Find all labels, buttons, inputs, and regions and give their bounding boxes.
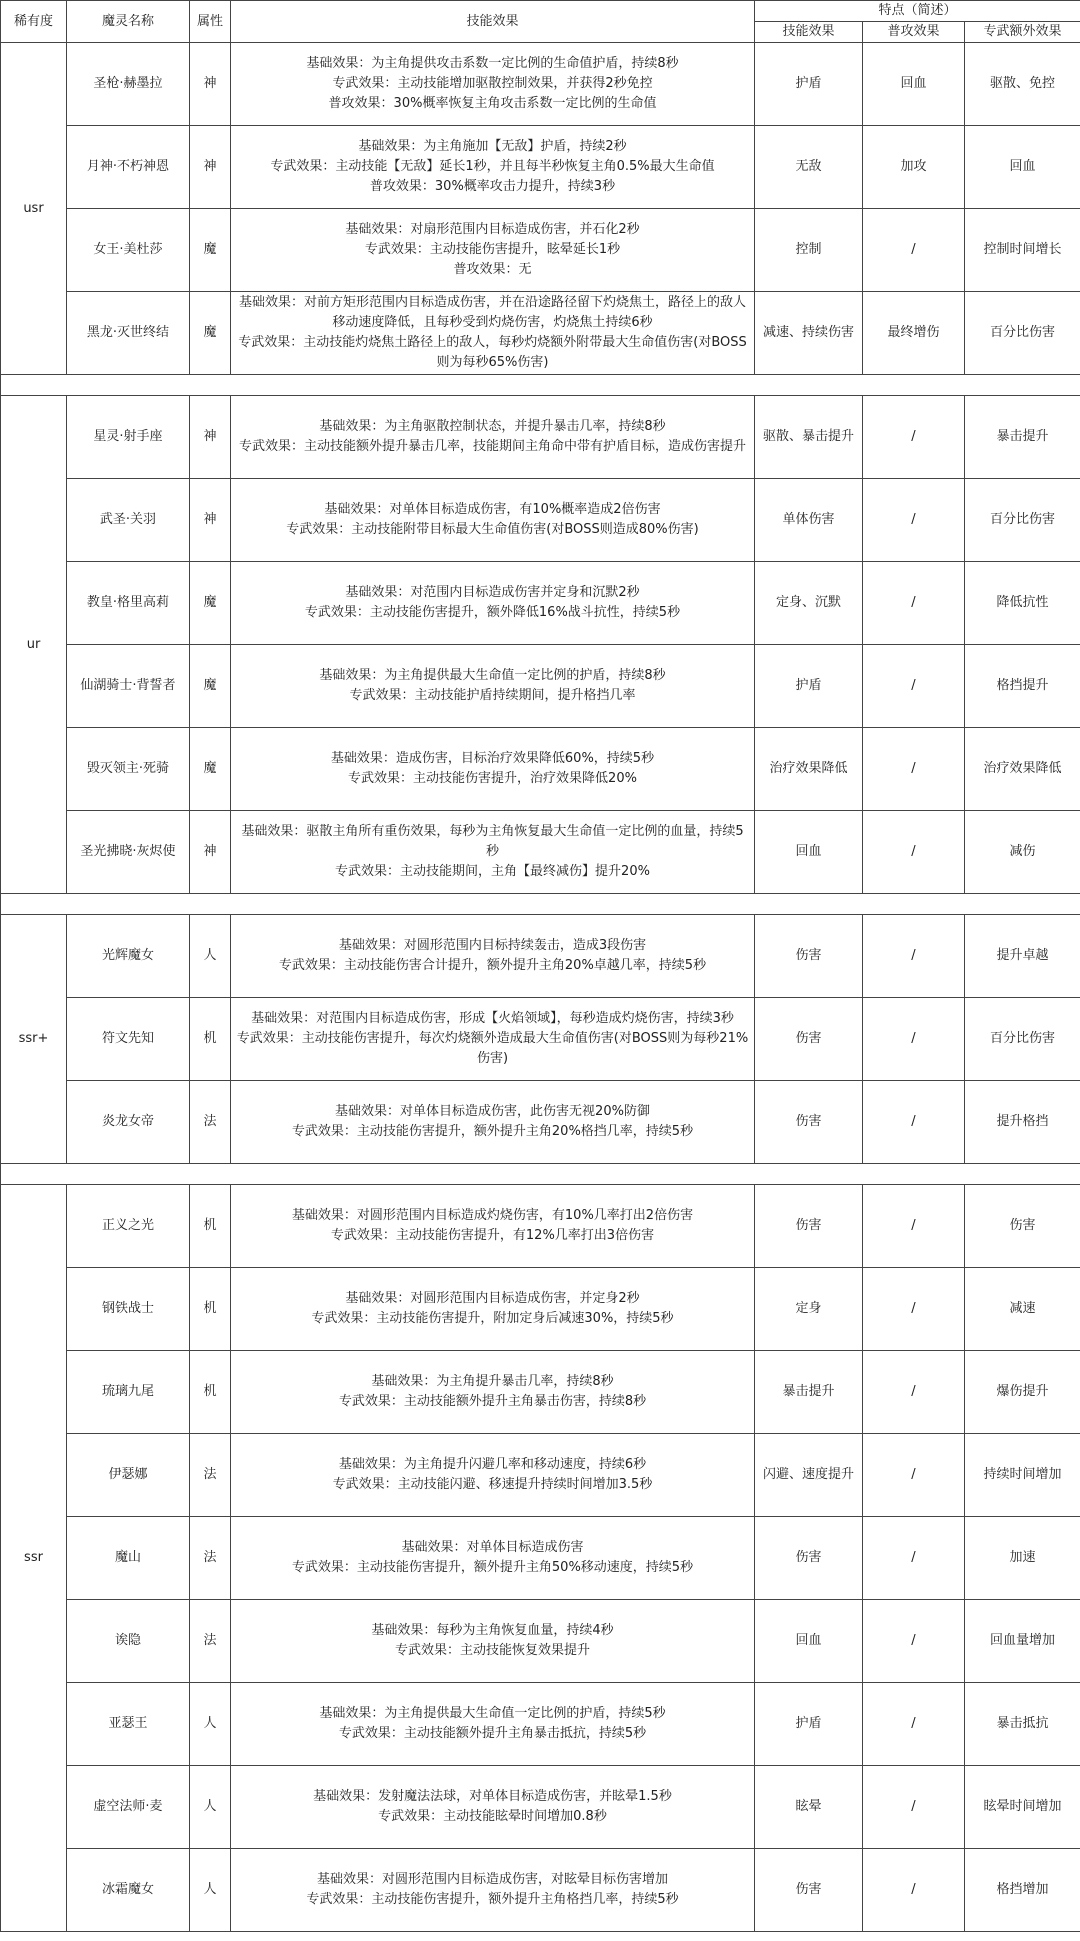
table-row xyxy=(1,728,1080,811)
spirit-name: 毁灭领主·死骑 xyxy=(67,728,190,811)
effect-line: 基础效果：对圆形范围内目标造成伤害，并定身2秒 xyxy=(345,1291,640,1306)
spirit-name: 圣枪·赫墨拉 xyxy=(67,43,190,126)
feature-weapon-cell: 爆伤提升 xyxy=(965,1351,1080,1434)
skill-effect-cell xyxy=(231,562,755,645)
attribute-cell: 魔 xyxy=(190,209,231,292)
spirit-name: 教皇·格里高莉 xyxy=(67,562,190,645)
attribute-cell: 法 xyxy=(190,1434,231,1517)
attribute-cell: 神 xyxy=(190,479,231,562)
attribute-cell: 神 xyxy=(190,43,231,126)
effect-line: 普攻效果：30%概率攻击力提升，持续3秒 xyxy=(369,179,616,194)
attribute-cell: 魔 xyxy=(190,562,231,645)
effect-line: 基础效果：对范围内目标造成伤害并定身和沉默2秒 xyxy=(345,585,640,600)
header-feat-skill: 技能效果 xyxy=(755,22,863,43)
effect-line: 专武效果：主动技能伤害提升，附加定身后减速30%，持续5秒 xyxy=(311,1311,674,1326)
effect-line: 基础效果：对圆形范围内目标造成灼烧伤害，有10%几率打出2倍伤害 xyxy=(291,1208,694,1223)
effect-line: 基础效果：为主角提供最大生命值一定比例的护盾，持续5秒 xyxy=(319,1706,666,1721)
attribute-cell: 机 xyxy=(190,998,231,1081)
feature-weapon-cell: 格挡提升 xyxy=(965,645,1080,728)
feature-normal-cell: / xyxy=(863,396,965,479)
effect-line: 专武效果：主动技能伤害合计提升，额外提升主角20%卓越几率，持续5秒 xyxy=(278,958,707,973)
feature-weapon-cell: 提升格挡 xyxy=(965,1081,1080,1164)
effect-line: 专武效果：主动技能恢复效果提升 xyxy=(394,1643,590,1658)
attribute-cell: 人 xyxy=(190,1849,231,1932)
effect-line: 专武效果：主动技能附带目标最大生命值伤害(对BOSS则造成80%伤害) xyxy=(286,522,699,537)
effect-line: 基础效果：对单体目标造成伤害，此伤害无视20%防御 xyxy=(335,1104,650,1119)
skill-effect-cell xyxy=(231,1434,755,1517)
feature-weapon-cell: 加速 xyxy=(965,1517,1080,1600)
attribute-cell: 法 xyxy=(190,1081,231,1164)
effect-line: 专武效果：主动技能额外提升主角暴击抵抗，持续5秒 xyxy=(338,1726,647,1741)
effect-line: 专武效果：主动技能眩晕时间增加0.8秒 xyxy=(378,1809,607,1824)
attribute-cell: 机 xyxy=(190,1351,231,1434)
feature-normal-cell: 回血 xyxy=(863,43,965,126)
skill-effect-cell xyxy=(231,1351,755,1434)
feature-weapon-cell: 伤害 xyxy=(965,1185,1080,1268)
effect-line: 基础效果：对前方矩形范围内目标造成伤害，并在沿途路径留下灼烧焦土，路径上的敌人移动速度降低，且每秒受到灼烧伤害，灼烧焦土持续6秒 xyxy=(238,295,746,330)
feature-normal-cell: / xyxy=(863,1766,965,1849)
effect-line: 专武效果：主动技能护盾持续期间，提升格挡几率 xyxy=(349,688,636,703)
feature-weapon-cell: 回血 xyxy=(965,126,1080,209)
feature-skill-cell: 护盾 xyxy=(755,1683,863,1766)
spirit-name: 圣光拂晓·灰烬使 xyxy=(67,811,190,894)
effect-line: 基础效果：对圆形范围内目标造成伤害，对眩晕目标伤害增加 xyxy=(316,1872,668,1887)
table-row xyxy=(1,1081,1080,1164)
skill-effect-cell xyxy=(231,645,755,728)
separator-cell xyxy=(1,375,1080,396)
feature-normal-cell: / xyxy=(863,479,965,562)
table-row xyxy=(1,811,1080,894)
rarity-cell: ssr xyxy=(1,1185,67,1932)
spirit-name: 光辉魔女 xyxy=(67,915,190,998)
feature-skill-cell: 护盾 xyxy=(755,645,863,728)
table-row xyxy=(1,1268,1080,1351)
table-row xyxy=(1,396,1080,479)
spirit-name: 冰霜魔女 xyxy=(67,1849,190,1932)
skill-effect-cell xyxy=(231,43,755,126)
attribute-cell: 法 xyxy=(190,1517,231,1600)
table-row xyxy=(1,1600,1080,1683)
table-row xyxy=(1,1434,1080,1517)
effect-line: 基础效果：对范围内目标造成伤害，形成【火焰领域】，每秒造成灼烧伤害，持续3秒 xyxy=(251,1011,734,1026)
effect-line: 专武效果：主动技能额外提升主角暴击伤害，持续8秒 xyxy=(338,1394,647,1409)
feature-skill-cell: 伤害 xyxy=(755,998,863,1081)
feature-skill-cell: 驱散、暴击提升 xyxy=(755,396,863,479)
skill-effect-cell xyxy=(231,396,755,479)
attribute-cell: 神 xyxy=(190,811,231,894)
table-row xyxy=(1,292,1080,375)
feature-skill-cell: 回血 xyxy=(755,811,863,894)
table-row xyxy=(1,1683,1080,1766)
feature-normal-cell: / xyxy=(863,1268,965,1351)
feature-skill-cell: 伤害 xyxy=(755,1849,863,1932)
header-rarity: 稀有度 xyxy=(1,1,67,43)
table-row xyxy=(1,43,1080,126)
effect-line: 专武效果：主动技能伤害提升，额外提升主角20%格挡几率，持续5秒 xyxy=(291,1124,694,1139)
spirit-name: 黑龙·灭世终结 xyxy=(67,292,190,375)
table-row xyxy=(1,562,1080,645)
rarity-cell: ssr+ xyxy=(1,915,67,1164)
feature-weapon-cell: 驱散、免控 xyxy=(965,43,1080,126)
effect-line: 基础效果：为主角提升暴击几率，持续8秒 xyxy=(371,1374,614,1389)
feature-normal-cell: 加攻 xyxy=(863,126,965,209)
feature-normal-cell: / xyxy=(863,562,965,645)
effect-line: 专武效果：主动技能增加驱散控制效果，并获得2秒免控 xyxy=(332,76,653,91)
feature-weapon-cell: 百分比伤害 xyxy=(965,998,1080,1081)
effect-line: 专武效果：主动技能伤害提升，额外降低16%战斗抗性，持续5秒 xyxy=(304,605,681,620)
spirit-name: 炎龙女帝 xyxy=(67,1081,190,1164)
skill-effect-cell xyxy=(231,1268,755,1351)
feature-skill-cell: 减速、持续伤害 xyxy=(755,292,863,375)
skill-effect-cell xyxy=(231,728,755,811)
feature-weapon-cell: 回血量增加 xyxy=(965,1600,1080,1683)
feature-normal-cell: / xyxy=(863,998,965,1081)
table-row xyxy=(1,1766,1080,1849)
spirit-name: 魔山 xyxy=(67,1517,190,1600)
effect-line: 普攻效果：无 xyxy=(453,262,532,277)
spirit-name: 月神·不朽神恩 xyxy=(67,126,190,209)
header-name: 魔灵名称 xyxy=(67,1,190,43)
skill-effect-cell xyxy=(231,1185,755,1268)
feature-normal-cell: 最终增伤 xyxy=(863,292,965,375)
effect-line: 专武效果：主动技能伤害提升，治疗效果降低20% xyxy=(348,771,637,786)
feature-normal-cell: / xyxy=(863,728,965,811)
feature-weapon-cell: 降低抗性 xyxy=(965,562,1080,645)
attribute-cell: 人 xyxy=(190,915,231,998)
spirit-name: 琉璃九尾 xyxy=(67,1351,190,1434)
feature-skill-cell: 无敌 xyxy=(755,126,863,209)
feature-normal-cell: / xyxy=(863,1600,965,1683)
table-row xyxy=(1,126,1080,209)
group-separator xyxy=(1,1164,1080,1185)
attribute-cell: 人 xyxy=(190,1766,231,1849)
effect-line: 基础效果：对圆形范围内目标持续轰击，造成3段伤害 xyxy=(338,938,647,953)
spirit-name: 符文先知 xyxy=(67,998,190,1081)
skill-effect-cell xyxy=(231,1849,755,1932)
effect-line: 专武效果：主动技能额外提升暴击几率，技能期间主角命中带有护盾目标，造成伤害提升 xyxy=(238,439,746,454)
attribute-cell: 机 xyxy=(190,1268,231,1351)
group-separator xyxy=(1,894,1080,915)
feature-weapon-cell: 百分比伤害 xyxy=(965,479,1080,562)
feature-weapon-cell: 格挡增加 xyxy=(965,1849,1080,1932)
attribute-cell: 神 xyxy=(190,396,231,479)
spirit-name: 仙湖骑士·背誓者 xyxy=(67,645,190,728)
feature-weapon-cell: 减速 xyxy=(965,1268,1080,1351)
table-header xyxy=(1,1,1080,43)
spirit-name: 亚瑟王 xyxy=(67,1683,190,1766)
feature-normal-cell: / xyxy=(863,1185,965,1268)
table-row xyxy=(1,915,1080,998)
header-attribute: 属性 xyxy=(190,1,231,43)
effect-line: 基础效果：为主角驱散控制状态，并提升暴击几率，持续8秒 xyxy=(319,419,666,434)
attribute-cell: 机 xyxy=(190,1185,231,1268)
skill-effect-cell xyxy=(231,1081,755,1164)
skill-effect-cell xyxy=(231,998,755,1081)
feature-normal-cell: / xyxy=(863,1434,965,1517)
effect-line: 专武效果：主动技能灼烧焦土路径上的敌人，每秒灼烧额外附带最大生命值伤害(对BOSS则为每秒65%伤害) xyxy=(238,335,747,370)
table-row xyxy=(1,998,1080,1081)
feature-weapon-cell: 眩晕时间增加 xyxy=(965,1766,1080,1849)
feature-normal-cell: / xyxy=(863,1683,965,1766)
spirit-name: 女王·美杜莎 xyxy=(67,209,190,292)
feature-weapon-cell: 提升卓越 xyxy=(965,915,1080,998)
effect-line: 基础效果：为主角提升闪避几率和移动速度，持续6秒 xyxy=(338,1457,647,1472)
feature-skill-cell: 伤害 xyxy=(755,1185,863,1268)
table-row xyxy=(1,1185,1080,1268)
feature-weapon-cell: 百分比伤害 xyxy=(965,292,1080,375)
table-row xyxy=(1,1849,1080,1932)
table-row xyxy=(1,1517,1080,1600)
effect-line: 基础效果：为主角提供最大生命值一定比例的护盾，持续8秒 xyxy=(319,668,666,683)
attribute-cell: 魔 xyxy=(190,728,231,811)
table-body xyxy=(1,43,1080,1932)
feature-normal-cell: / xyxy=(863,1351,965,1434)
spirit-name: 虚空法师·麦 xyxy=(67,1766,190,1849)
effect-line: 专武效果：主动技能伤害提升，每次灼烧额外造成最大生命值伤害(对BOSS则为每秒21%伤害) xyxy=(236,1031,749,1066)
header-skill-effect: 技能效果 xyxy=(231,1,755,43)
separator-cell xyxy=(1,1164,1080,1185)
feature-skill-cell: 单体伤害 xyxy=(755,479,863,562)
spirit-name: 诶隐 xyxy=(67,1600,190,1683)
effect-line: 基础效果：每秒为主角恢复血量，持续4秒 xyxy=(371,1623,614,1638)
feature-skill-cell: 定身 xyxy=(755,1268,863,1351)
effect-line: 基础效果：对单体目标造成伤害 xyxy=(401,1540,584,1555)
feature-weapon-cell: 控制时间增长 xyxy=(965,209,1080,292)
spirit-name: 武圣·关羽 xyxy=(67,479,190,562)
feature-normal-cell: / xyxy=(863,1081,965,1164)
feature-skill-cell: 伤害 xyxy=(755,1517,863,1600)
feature-skill-cell: 伤害 xyxy=(755,1081,863,1164)
feature-normal-cell: / xyxy=(863,811,965,894)
attribute-cell: 神 xyxy=(190,126,231,209)
skill-effect-cell xyxy=(231,126,755,209)
rarity-cell: ur xyxy=(1,396,67,894)
feature-skill-cell: 眩晕 xyxy=(755,1766,863,1849)
attribute-cell: 法 xyxy=(190,1600,231,1683)
skill-effect-cell xyxy=(231,209,755,292)
skill-effect-cell xyxy=(231,292,755,375)
feature-skill-cell: 治疗效果降低 xyxy=(755,728,863,811)
effect-line: 专武效果：主动技能伤害提升，额外提升主角格挡几率，持续5秒 xyxy=(306,1892,679,1907)
feature-skill-cell: 控制 xyxy=(755,209,863,292)
spirit-name: 伊瑟娜 xyxy=(67,1434,190,1517)
effect-line: 基础效果：对单体目标造成伤害，有10%概率造成2倍伤害 xyxy=(324,502,661,517)
feature-normal-cell: / xyxy=(863,209,965,292)
feature-normal-cell: / xyxy=(863,1517,965,1600)
spirit-name: 星灵·射手座 xyxy=(67,396,190,479)
feature-weapon-cell: 减伤 xyxy=(965,811,1080,894)
attribute-cell: 魔 xyxy=(190,292,231,375)
skill-effect-cell xyxy=(231,1600,755,1683)
feature-skill-cell: 护盾 xyxy=(755,43,863,126)
feature-skill-cell: 回血 xyxy=(755,1600,863,1683)
effect-line: 专武效果：主动技能伤害提升，有12%几率打出3倍伤害 xyxy=(330,1228,655,1243)
effect-line: 专武效果：主动技能伤害提升，额外提升主角50%移动速度，持续5秒 xyxy=(291,1560,694,1575)
feature-normal-cell: / xyxy=(863,645,965,728)
effect-line: 专武效果：主动技能期间，主角【最终减伤】提升20% xyxy=(335,864,650,879)
effect-line: 专武效果：主动技能闪避、移速提升持续时间增加3.5秒 xyxy=(332,1477,653,1492)
spirit-name: 钢铁战士 xyxy=(67,1268,190,1351)
effect-line: 普攻效果：30%概率恢复主角攻击系数一定比例的生命值 xyxy=(328,96,657,111)
skill-effect-cell xyxy=(231,1517,755,1600)
separator-cell xyxy=(1,894,1080,915)
effect-line: 基础效果：为主角施加【无敌】护盾，持续2秒 xyxy=(358,139,627,154)
table-row xyxy=(1,209,1080,292)
header-features: 特点（简述） xyxy=(755,1,1080,22)
group-separator xyxy=(1,375,1080,396)
effect-line: 基础效果：驱散主角所有重伤效果，每秒为主角恢复最大生命值一定比例的血量，持续5秒 xyxy=(241,824,744,859)
feature-weapon-cell: 暴击提升 xyxy=(965,396,1080,479)
skill-effect-cell xyxy=(231,479,755,562)
feature-skill-cell: 伤害 xyxy=(755,915,863,998)
feature-normal-cell: / xyxy=(863,915,965,998)
table-row xyxy=(1,645,1080,728)
feature-weapon-cell: 持续时间增加 xyxy=(965,1434,1080,1517)
table-row xyxy=(1,479,1080,562)
effect-line: 基础效果：为主角提供攻击系数一定比例的生命值护盾，持续8秒 xyxy=(306,56,679,71)
effect-line: 专武效果：主动技能【无敌】延长1秒，并且每半秒恢复主角0.5%最大生命值 xyxy=(270,159,715,174)
effect-line: 基础效果：对扇形范围内目标造成伤害，并石化2秒 xyxy=(345,222,640,237)
header-feat-normal: 普攻效果 xyxy=(863,22,965,43)
effect-line: 基础效果：发射魔法法球，对单体目标造成伤害，并眩晕1.5秒 xyxy=(313,1789,672,1804)
feature-skill-cell: 闪避、速度提升 xyxy=(755,1434,863,1517)
header-feat-weapon: 专武额外效果 xyxy=(965,22,1080,43)
feature-skill-cell: 定身、沉默 xyxy=(755,562,863,645)
skill-effect-cell xyxy=(231,1683,755,1766)
skill-effect-cell xyxy=(231,1766,755,1849)
attribute-cell: 人 xyxy=(190,1683,231,1766)
effect-line: 基础效果：造成伤害，目标治疗效果降低60%，持续5秒 xyxy=(330,751,655,766)
rarity-cell: usr xyxy=(1,43,67,375)
effect-line: 专武效果：主动技能伤害提升，眩晕延长1秒 xyxy=(364,242,621,257)
attribute-cell: 魔 xyxy=(190,645,231,728)
feature-weapon-cell: 治疗效果降低 xyxy=(965,728,1080,811)
feature-weapon-cell: 暴击抵抗 xyxy=(965,1683,1080,1766)
skill-effect-cell xyxy=(231,915,755,998)
table-row xyxy=(1,1351,1080,1434)
feature-normal-cell: / xyxy=(863,1849,965,1932)
skill-effect-cell xyxy=(231,811,755,894)
feature-skill-cell: 暴击提升 xyxy=(755,1351,863,1434)
spirit-name: 正义之光 xyxy=(67,1185,190,1268)
